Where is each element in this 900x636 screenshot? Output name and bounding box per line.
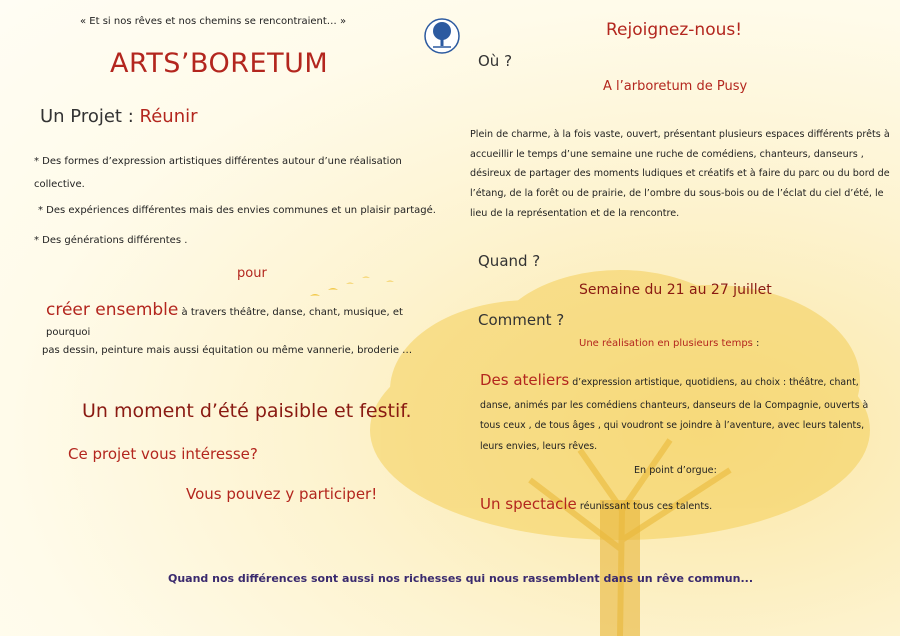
show-line bbox=[480, 494, 712, 513]
tree-logo-icon bbox=[424, 18, 460, 54]
location-text: A l’arboretum de Pusy bbox=[603, 79, 748, 94]
creer-text: à travers théâtre, danse, chant, musique, et pourquoi bbox=[46, 307, 403, 338]
creer-line bbox=[46, 300, 446, 339]
bullet-item: * Des formes d’expression artistiques différentes autour d’une réalisation collective. bbox=[34, 156, 402, 190]
where-heading: Où ? bbox=[478, 52, 513, 70]
realisation-text: Une réalisation en plusieurs temps bbox=[579, 338, 753, 349]
interest-question: Ce projet vous intéresse? bbox=[68, 445, 258, 463]
page-title: ARTS’BORETUM bbox=[110, 48, 329, 79]
realisation-suffix: : bbox=[752, 338, 760, 349]
realisation-line bbox=[579, 338, 759, 349]
project-prefix: Un Projet : bbox=[40, 106, 140, 127]
project-word: Réunir bbox=[139, 106, 198, 127]
workshops-text: d’expression artistique, quotidiens, au choix : théâtre, chant, danse, animés par les comédiens chanteurs, danseurs de la Compagnie, ouverts à tous ceux , de tous âges , qui voudront se joindre à l’aventure, avec leurs talents, leurs envies, leurs rêves. bbox=[480, 377, 869, 452]
location-description: Plein de charme, à la fois vaste, ouvert, présentant plusieurs espaces différents prêts à accueillir le temps d’une semaine une ruche de comédiens, chanteurs, danseurs , désireux de partager des moments ludiques et créatifs et à faire du parc ou du bord de l’étang, de la forêt ou de prairie, de l’ombre du sous-bois ou de l’éclat du ciel d’été, le lieu de la représentation et de la rencontre. bbox=[470, 129, 890, 219]
moment-heading: Un moment d’été paisible et festif. bbox=[82, 400, 412, 422]
show-text: réunissant tous ces talents. bbox=[576, 501, 713, 512]
participate-text: Vous pouvez y participer! bbox=[186, 485, 378, 503]
bullet-item: * Des générations différentes . bbox=[34, 235, 188, 246]
workshops-heading: Des ateliers bbox=[480, 371, 570, 389]
creer-heading: créer ensemble bbox=[46, 300, 179, 320]
highlight-label: En point d’orgue: bbox=[634, 465, 717, 476]
bullet-item: * Des expériences différentes mais des envies communes et un plaisir partagé. bbox=[38, 205, 436, 216]
date-text: Semaine du 21 au 27 juillet bbox=[579, 282, 772, 298]
when-heading: Quand ? bbox=[478, 252, 541, 270]
project-heading bbox=[40, 106, 198, 127]
how-heading: Comment ? bbox=[478, 311, 565, 329]
footer-motto: Quand nos différences sont aussi nos richesses qui nous rassemblent dans un rêve commun... bbox=[168, 572, 754, 585]
workshops-block bbox=[480, 364, 885, 457]
quote: « Et si nos rêves et nos chemins se rencontraient… » bbox=[80, 16, 347, 27]
show-heading: Un spectacle bbox=[480, 495, 577, 513]
activities-text: pas dessin, peinture mais aussi équitation ou même vannerie, broderie … bbox=[42, 345, 413, 356]
pour-text: pour bbox=[237, 266, 267, 281]
join-heading: Rejoignez-nous! bbox=[606, 20, 743, 40]
